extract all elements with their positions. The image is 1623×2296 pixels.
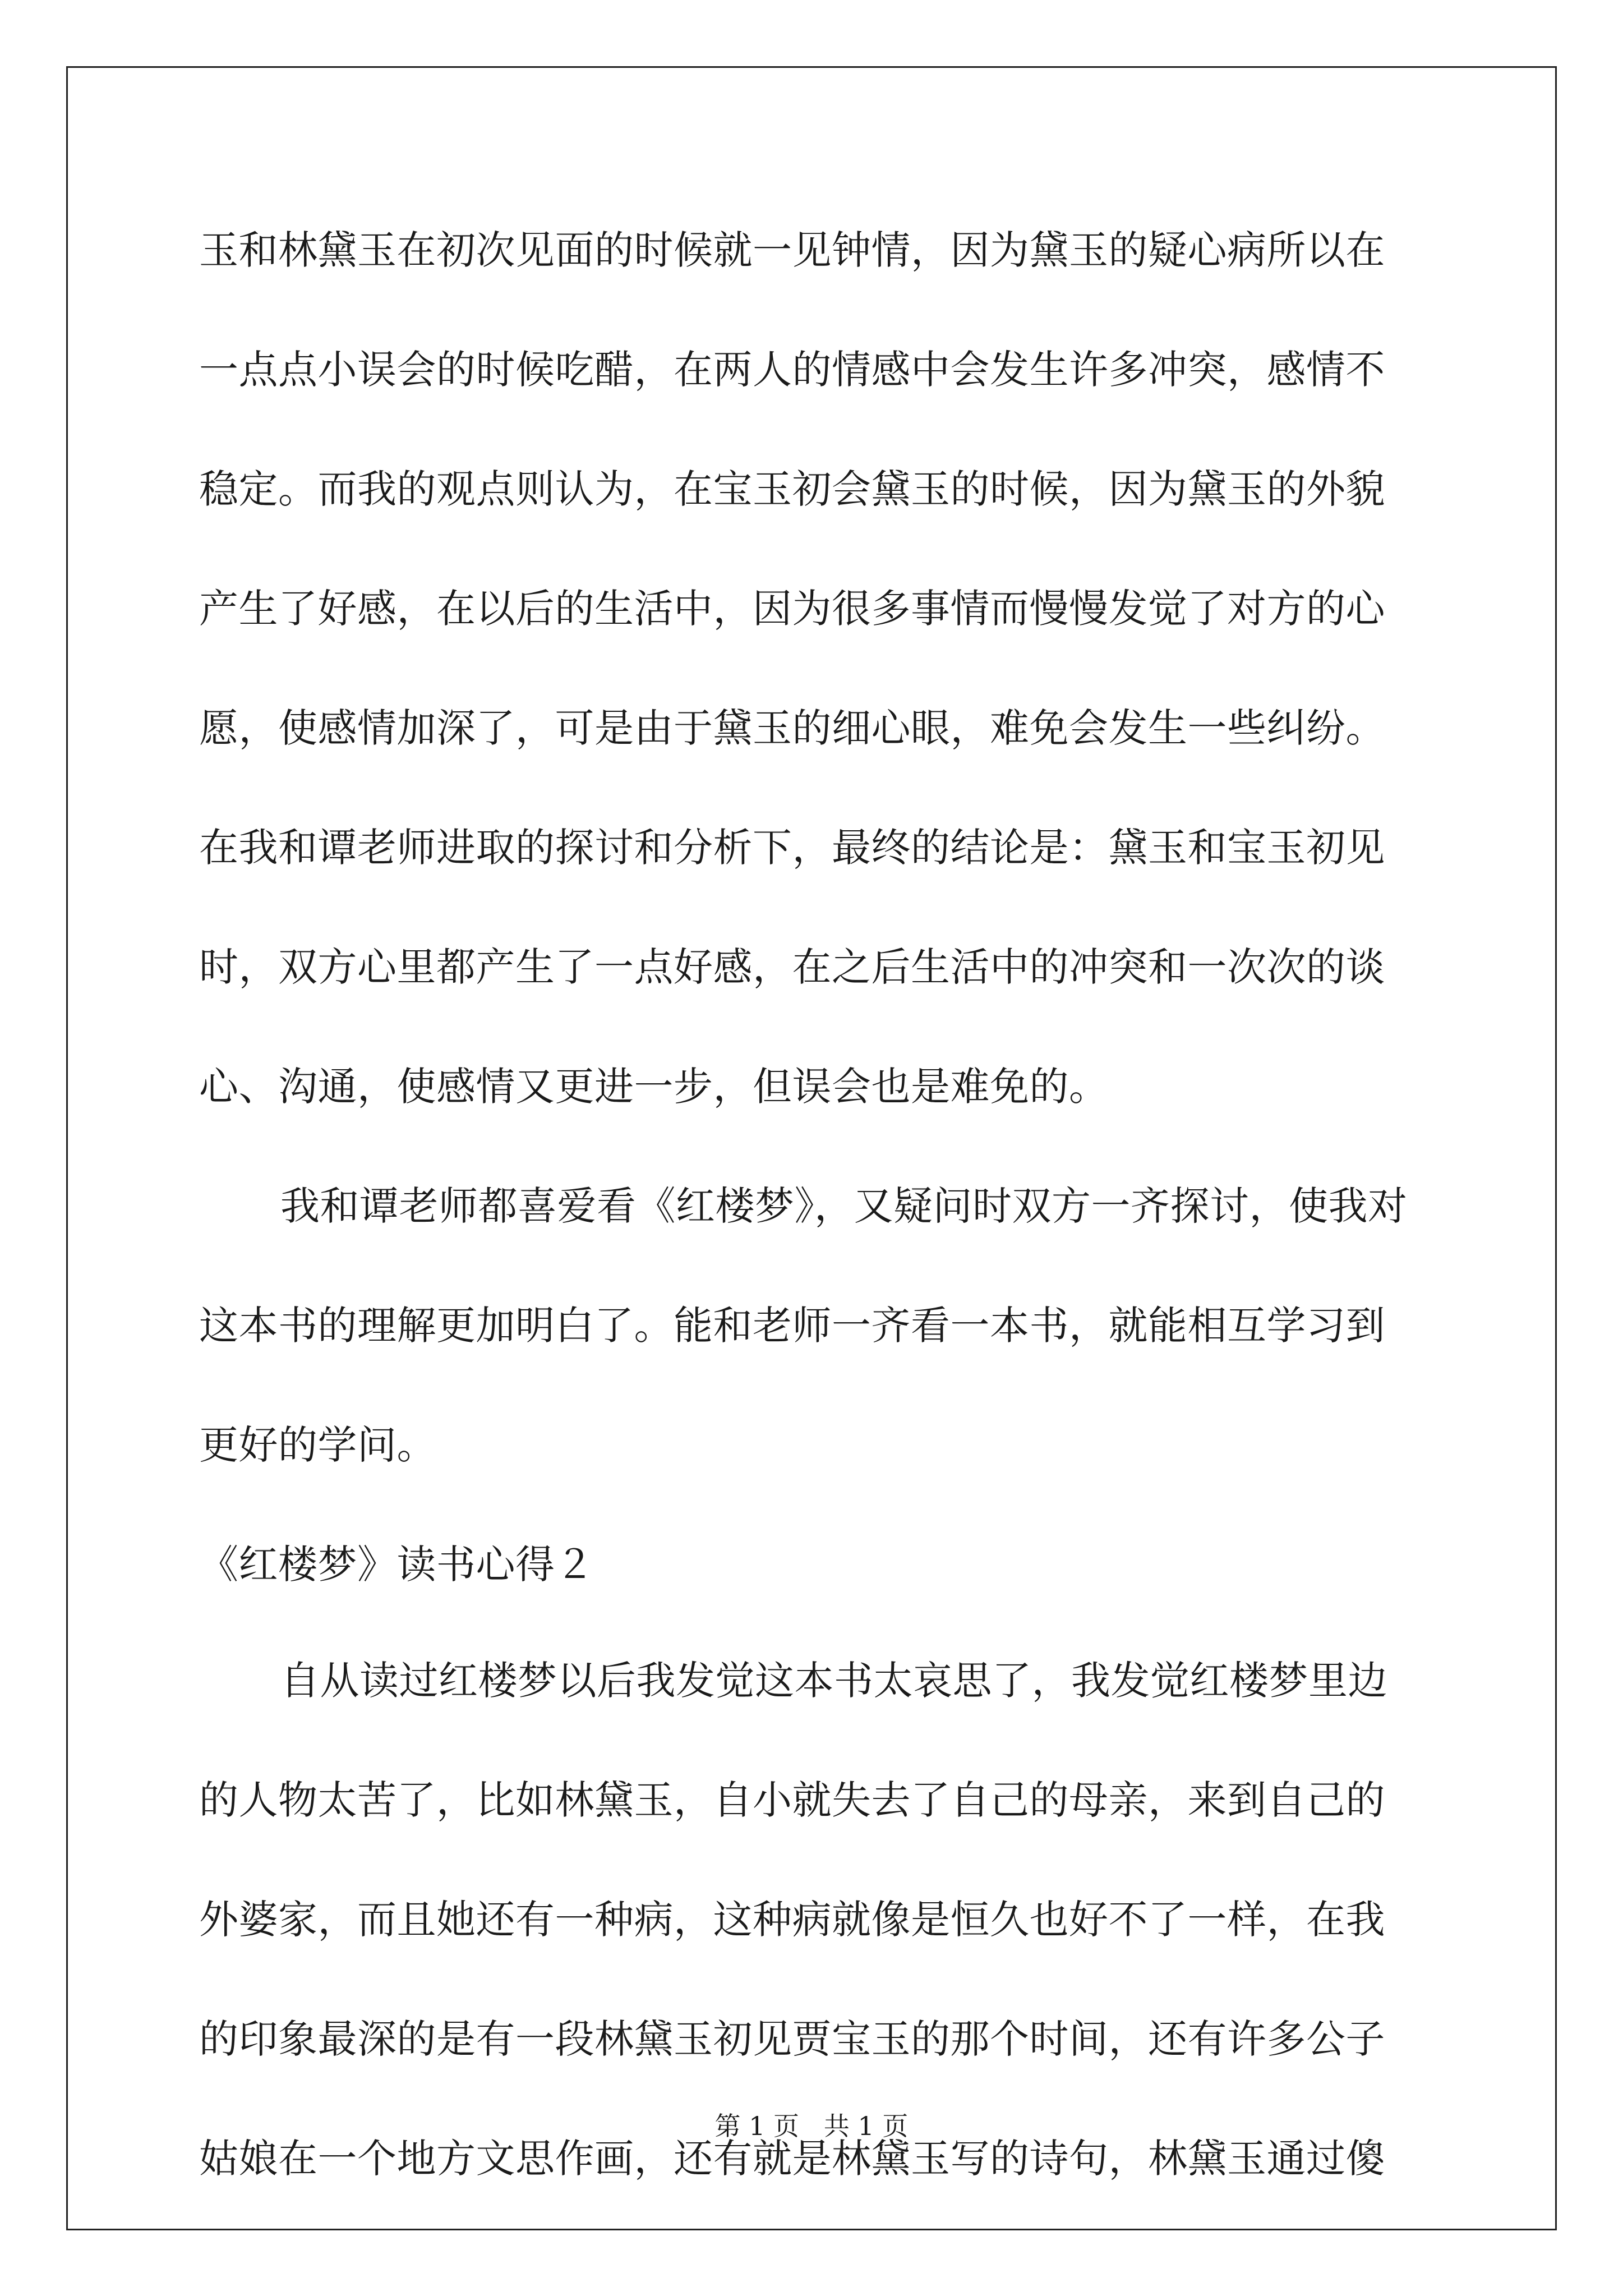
text-line: 更好的学问。 [199,1422,436,1468]
text-line: 这本书的理解更加明白了。能和老师一齐看一本书，就能相互学习到 [199,1303,1385,1349]
text-line: 心、沟通，使感情又更进一步，但误会也是难免的。 [199,1064,1109,1110]
text-line: 外婆家，而且她还有一种病，这种病就像是恒久也好不了一样，在我 [199,1897,1385,1943]
text-line: 时，双方心里都产生了一点好感，在之后生活中的冲突和一次次的谈 [199,944,1385,990]
section-heading: 《红楼梦》读书心得２ [199,1542,594,1588]
text-line: 一点点小误会的时候吃醋，在两人的情感中会发生许多冲突，感情不 [199,347,1385,393]
text-line-paragraph-start: 自从读过红楼梦以后我发觉这本书太哀思了，我发觉红楼梦里边 [280,1658,1387,1704]
text-line: 愿，使感情加深了，可是由于黛玉的细心眼，难免会发生一些纠纷。 [199,705,1385,751]
text-line: 姑娘在一个地方文思作画，还有就是林黛玉写的诗句，林黛玉通过傻 [199,2136,1385,2182]
text-line-paragraph-start: 我和谭老师都喜爱看《红楼梦》，又疑问时双方一齐探讨，使我对 [280,1183,1408,1229]
text-line: 稳定。而我的观点则认为，在宝玉初会黛玉的时候，因为黛玉的外貌 [199,466,1385,512]
text-line: 的印象最深的是有一段林黛玉初见贾宝玉的那个时间，还有许多公子 [199,2016,1385,2062]
text-line: 的人物太苦了，比如林黛玉，自小就失去了自己的母亲，来到自己的 [199,1777,1385,1823]
text-line: 玉和林黛玉在初次见面的时候就一见钟情，因为黛玉的疑心病所以在 [199,227,1385,273]
text-line: 在我和谭老师进取的探讨和分析下，最终的结论是：黛玉和宝玉初见 [199,825,1385,871]
page-footer: 第 1 页 共 1 页 [714,2111,909,2141]
document-body [199,213,1422,2241]
text-line: 产生了好感，在以后的生活中，因为很多事情而慢慢发觉了对方的心 [199,586,1385,632]
